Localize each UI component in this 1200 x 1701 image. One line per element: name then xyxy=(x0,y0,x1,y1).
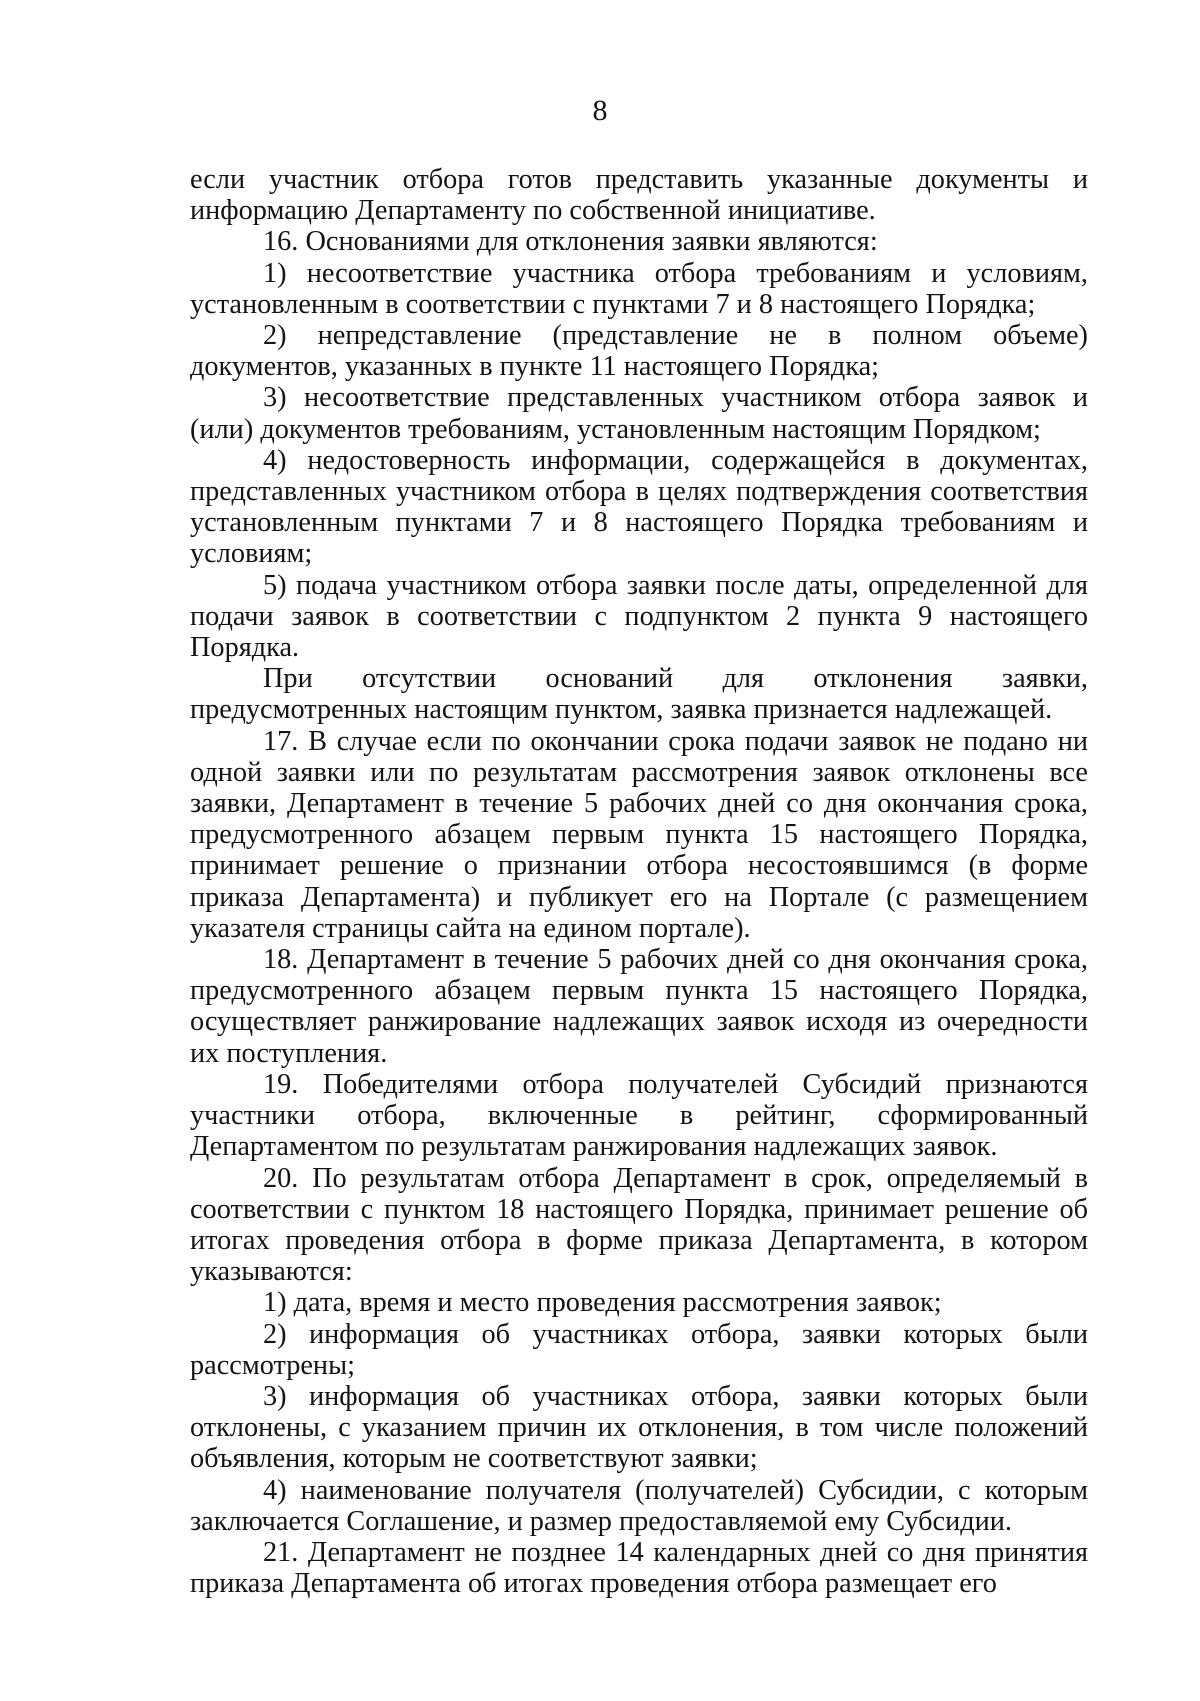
paragraph-16-item-5: 5) подача участником отбора заявки после даты, определенной для подачи заявок в соответствии с подпунктом 2 пункта 9 настоящего Порядка. xyxy=(190,569,1088,664)
paragraph-20-item-4: 4) наименование получателя (получателей) Субсидии, с которым заключается Соглашение, и размер предоставляемой ему Субсидии. xyxy=(190,1474,1088,1537)
paragraph-16-item-3: 3) несоответствие представленных участником отбора заявок и (или) документов требованиям, установленным настоящим Порядком; xyxy=(190,382,1088,445)
paragraph-17: 17. В случае если по окончании срока подачи заявок не подано ни одной заявки или по результатам рассмотрения заявок отклонены все заявки, Департамент в течение 5 рабочих дней со дня окончания срока, предусмотренного абзацем первым пункта 15 настоящего Порядка, принимает решение о признании отбора несостоявшимся (в форме приказа Департамента) и публикует его на Портале (с размещением указателя страницы сайта на едином портале). xyxy=(190,725,1088,944)
paragraph-20-item-3: 3) информация об участниках отбора, заявки которых были отклонены, с указанием причин их отклонения, в том числе положений объявления, которым не соответствуют заявки; xyxy=(190,1380,1088,1475)
paragraph-16-closing: При отсутствии оснований для отклонения заявки, предусмотренных настоящим пунктом, заявка признается надлежащей. xyxy=(190,663,1088,726)
paragraph-20-item-2: 2) информация об участниках отбора, заявки которых были рассмотрены; xyxy=(190,1318,1088,1381)
paragraph-18: 18. Департамент в течение 5 рабочих дней со дня окончания срока, предусмотренного абзацем первым пункта 15 настоящего Порядка, осуществляет ранжирование надлежащих заявок исходя из очередности их поступления. xyxy=(190,944,1088,1069)
paragraph-16-item-4: 4) недостоверность информации, содержащейся в документах, представленных участником отбора в целях подтверждения соответствия установленным пунктами 7 и 8 настоящего Порядка требованиям и условиям; xyxy=(190,444,1088,570)
page-number: 8 xyxy=(592,94,608,127)
paragraph-16-item-2: 2) непредставление (представление не в полном объеме) документов, указанных в пункте 11 настоящего Порядка; xyxy=(190,320,1088,383)
paragraph-20-item-1: 1) дата, время и место проведения рассмотрения заявок; xyxy=(263,1287,942,1319)
document-body xyxy=(190,164,1088,1599)
paragraph-16-item-1: 1) несоответствие участника отбора требованиям и условиям, установленным в соответствии с пунктами 7 и 8 настоящего Порядка; xyxy=(190,257,1088,320)
paragraph-20-heading: 20. По результатам отбора Департамент в срок, определяемый в соответствии с пунктом 18 настоящего Порядка, принимает решение об итогах проведения отбора в форме приказа Департамента, в котором указываются: xyxy=(190,1162,1088,1288)
paragraph-19: 19. Победителями отбора получателей Субсидий признаются участники отбора, включенные в рейтинг, сформированный Департаментом по результатам ранжирования надлежащих заявок. xyxy=(190,1068,1088,1163)
paragraph-16-heading: 16. Основаниями для отклонения заявки являются: xyxy=(263,226,878,258)
paragraph-continuation: если участник отбора готов представить указанные документы и информацию Департаменту по собственной инициативе. xyxy=(190,164,1088,227)
paragraph-21: 21. Департамент не позднее 14 календарных дней со дня принятия приказа Департамента об итогах проведения отбора размещает его xyxy=(190,1536,1088,1600)
